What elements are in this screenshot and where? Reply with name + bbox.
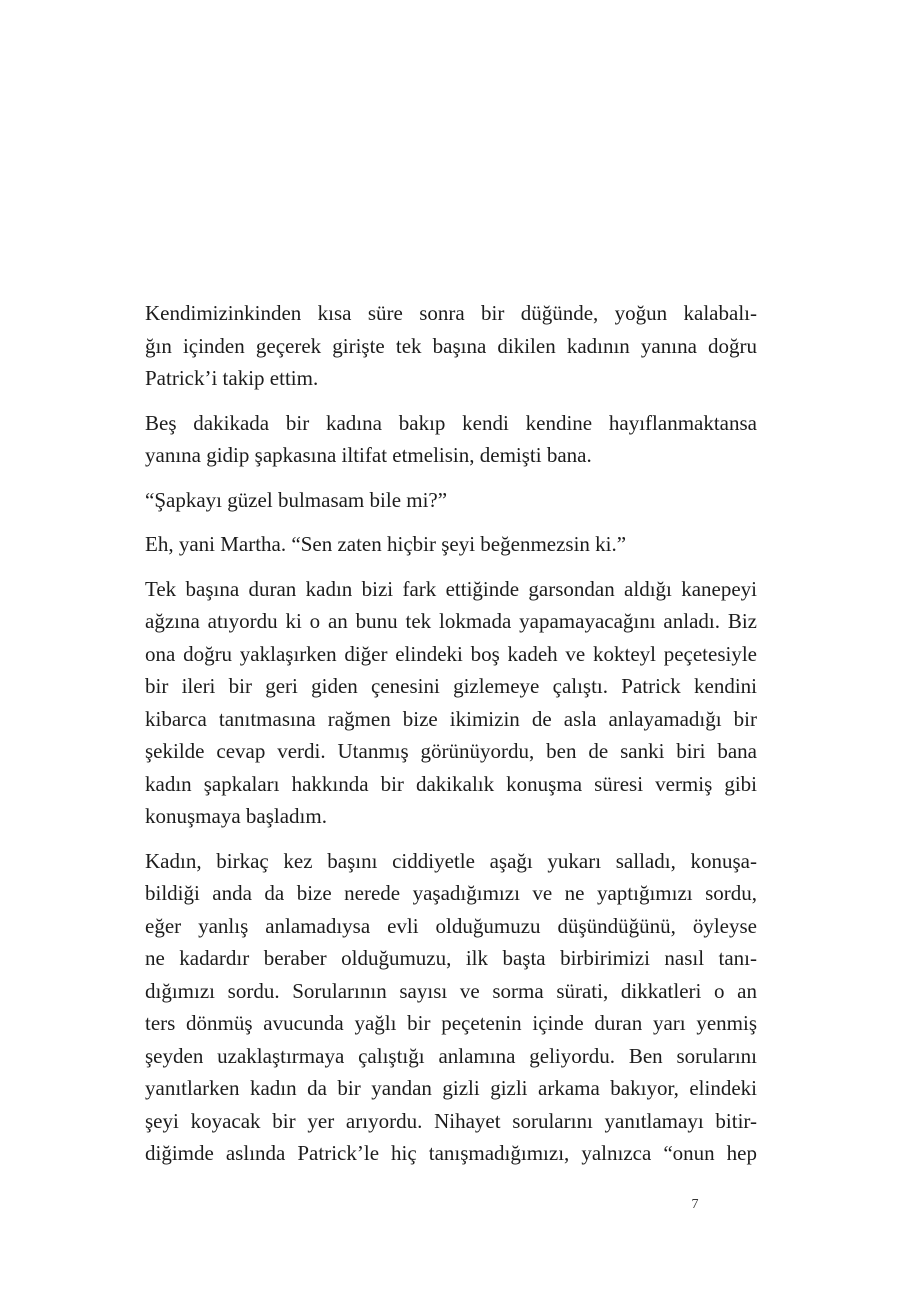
text-line: Tek başına duran kadın bizi fark ettiğinde garsondan aldığı kanepeyi bbox=[145, 576, 757, 601]
paragraph bbox=[145, 845, 757, 1170]
text-line: ona doğru yaklaşırken diğer elindeki boş kadeh ve kokteyl peçetesiyle bbox=[145, 641, 757, 666]
text-line: ne kadardır beraber olduğumuzu, ilk başta birbirimizi nasıl tanı- bbox=[145, 946, 757, 970]
text-line: şeyden uzaklaştırmaya çalıştığı anlamına geliyordu. Ben sorularını bbox=[145, 1043, 757, 1068]
page-number: 7 bbox=[691, 1197, 699, 1212]
text-line: eğer yanlış anlamadıysa evli olduğumuzu düşündüğünü, öyleyse bbox=[145, 913, 757, 938]
text-line: kadın şapkaları hakkında bir dakikalık konuşma süresi vermiş gibi bbox=[145, 771, 757, 796]
text-line: Patrick’i takip ettim. bbox=[145, 366, 319, 390]
text-line: ağzına atıyordu ki o an bunu tek lokmada yapamayacağını anladı. Biz bbox=[145, 609, 757, 633]
paragraph bbox=[145, 407, 757, 472]
text-line: Eh, yani Martha. “Sen zaten hiçbir şeyi beğenmezsin ki.” bbox=[145, 532, 627, 556]
text-line: şekilde cevap verdi. Utanmış görünüyordu, ben de sanki biri bana bbox=[145, 739, 757, 763]
text-line: Kadın, birkaç kez başını ciddiyetle aşağı yukarı salladı, konuşa- bbox=[145, 848, 757, 873]
text-line: bildiği anda da bize nerede yaşadığımızı ve ne yaptığımızı sordu, bbox=[145, 881, 757, 905]
text-line: “Şapkayı güzel bulmasam bile mi?” bbox=[145, 487, 448, 512]
text-line: şeyi koyacak bir yer arıyordu. Nihayet sorularını yanıtlamayı bitir- bbox=[145, 1108, 757, 1133]
text-line: ğın içinden geçerek girişte tek başına dikilen kadının yanına doğru bbox=[145, 333, 757, 358]
text-line: ters dönmüş avucunda yağlı bir peçetenin içinde duran yarı yenmiş bbox=[145, 1011, 757, 1035]
paragraph bbox=[145, 484, 757, 517]
text-line: yanına gidip şapkasına iltifat etmelisin, demişti bana. bbox=[145, 443, 592, 467]
body-text bbox=[145, 297, 757, 1182]
paragraph bbox=[145, 528, 757, 561]
text-line: yanıtlarken kadın da bir yandan gizli gizli arkama bakıyor, elindeki bbox=[145, 1076, 757, 1100]
paragraph bbox=[145, 297, 757, 395]
text-line: kibarca tanıtmasına rağmen bize ikimizin de asla anlayamadığı bir bbox=[145, 706, 757, 731]
text-line: dığımızı sordu. Sorularının sayısı ve sorma sürati, dikkatleri o an bbox=[145, 978, 757, 1003]
text-line: diğimde aslında Patrick’le hiç tanışmadığımızı, yalnızca “onun hep bbox=[145, 1141, 757, 1165]
paragraph bbox=[145, 573, 757, 833]
text-line: konuşmaya başladım. bbox=[145, 804, 327, 828]
text-line: bir ileri bir geri giden çenesini gizlemeye çalıştı. Patrick kendini bbox=[145, 674, 757, 698]
text-line: Kendimizinkinden kısa süre sonra bir düğünde, yoğun kalabalı- bbox=[145, 301, 757, 325]
text-line: Beş dakikada bir kadına bakıp kendi kendine hayıflanmaktansa bbox=[145, 410, 757, 435]
